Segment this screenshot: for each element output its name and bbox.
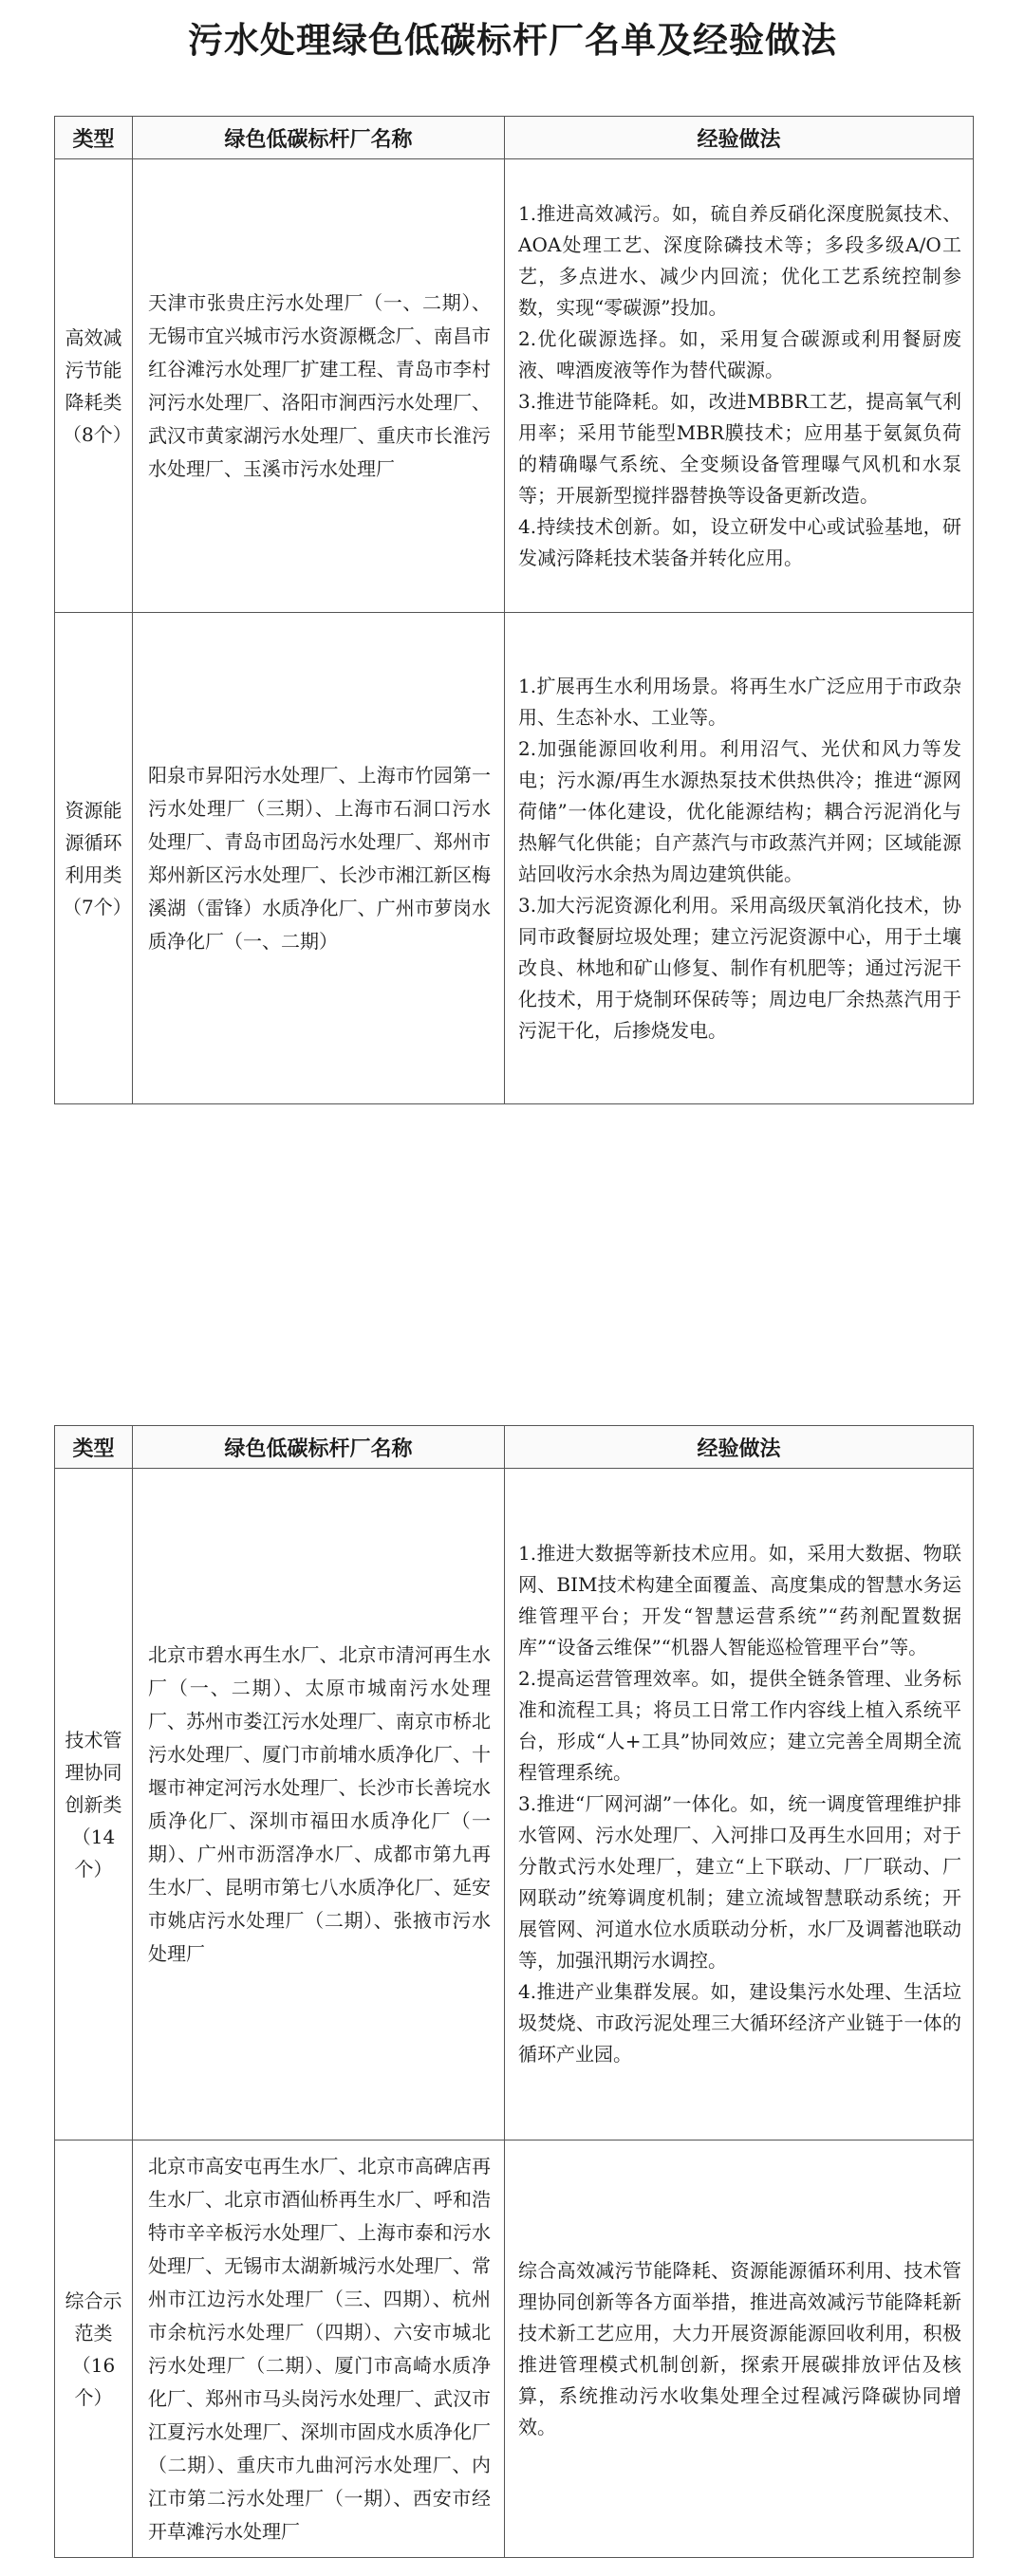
header-name: 绿色低碳标杆厂名称 [133,117,505,159]
experience-item: 3.推进节能降耗。如，改进MBBR工艺，提高氧气利用率；采用节能型MBR膜技术；应用基于氨氮负荷的精确曝气系统、全变频设备管理曝气风机和水泵等；开展新型搅拌器替换等设备更新改造。 [518,389,961,507]
table-row [55,613,974,1104]
table-header-row [55,117,974,159]
table-header-row [55,1426,974,1469]
experience-item: 1.推进大数据等新技术应用。如，采用大数据、物联网、BIM技术构建全面覆盖、高度集成的智慧水务运维管理平台；开发“智慧运营系统”“药剂配置数据库”“设备云维保”“机器人智能巡检管理平台”等。 [518,1542,961,1659]
table-row [55,1469,974,2140]
row-names-cell: 天津市张贵庄污水处理厂（一、二期）、无锡市宜兴城市污水资源概念厂、南昌市红谷滩污水处理厂扩建工程、青岛市李村河污水处理厂、洛阳市涧西污水处理厂、武汉市黄家湖污水处理厂、重庆市长淮污水处理厂、玉溪市污水处理厂 [133,159,505,613]
experience-item: 2.优化碳源选择。如，采用复合碳源或利用餐厨废液、啤酒废液等作为替代碳源。 [518,326,961,381]
row-names-cell: 阳泉市昇阳污水处理厂、上海市竹园第一污水处理厂（三期）、上海市石洞口污水处理厂、青岛市团岛污水处理厂、郑州市郑州新区污水处理厂、长沙市湘江新区梅溪湖（雷锋）水质净化厂、广州市萝岗水质净化厂（一、二期） [133,613,505,1104]
experience-item: 1.扩展再生水利用场景。将再生水广泛应用于市政杂用、生态补水、工业等。 [518,674,961,729]
table-row [55,159,974,613]
experience-item: 4.推进产业集群发展。如，建设集污水处理、生活垃圾焚烧、市政污泥处理三大循环经济产业链于一体的循环产业园。 [518,1980,961,2066]
experience-item: 综合高效减污节能降耗、资源能源循环利用、技术管理协同创新等各方面举措，推进高效减污节能降耗新技术新工艺应用，大力开展资源能源回收利用，积极推进管理模式机制创新，探索开展碳排放评估及核算，系统推动污水收集处理全过程减污降碳协同增效。 [518,2258,961,2438]
experience-item: 3.加大污泥资源化利用。采用高级厌氧消化技术，协同市政餐厨垃圾处理；建立污泥资源中心，用于土壤改良、林地和矿山修复、制作有机肥等；通过污泥干化技术，用于烧制环保砖等；周边电厂余热蒸汽用于污泥干化，后掺烧发电。 [518,893,961,1042]
header-experience: 经验做法 [505,117,974,159]
experience-item: 1.推进高效减污。如，硫自养反硝化深度脱氮技术、AOA处理工艺、深度除磷技术等；多段多级A/O工艺，多点进水、减少内回流；优化工艺系统控制参数，实现“零碳源”投加。 [518,201,961,319]
row-type-cell: 资源能源循环利用类（7个） [55,613,133,1104]
row-type-cell: 技术管理协同创新类（14个） [55,1469,133,2140]
table-row [55,2140,974,2558]
row-experience-cell [505,1469,974,2140]
table-part-1 [54,116,974,1104]
experience-item: 2.加强能源回收利用。利用沼气、光伏和风力等发电；污水源/再生水源热泵技术供热供冷；推进“源网荷储”一体化建设，优化能源结构；耦合污泥消化与热解气化供能；自产蒸汽与市政蒸汽并网；区域能源站回收污水余热为周边建筑供能。 [518,736,961,885]
row-experience-cell [505,159,974,613]
header-experience: 经验做法 [505,1426,974,1469]
row-type-cell: 高效减污节能降耗类（8个） [55,159,133,613]
header-name: 绿色低碳标杆厂名称 [133,1426,505,1469]
row-experience-cell [505,613,974,1104]
header-type: 类型 [55,1426,133,1469]
experience-item: 2.提高运营管理效率。如，提供全链条管理、业务标准和流程工具；将员工日常工作内容线上植入系统平台，形成“人+工具”协同效应；建立完善全周期全流程管理系统。 [518,1667,961,1784]
header-type: 类型 [55,117,133,159]
row-names-cell: 北京市碧水再生水厂、北京市清河再生水厂（一、二期）、太原市城南污水处理厂、苏州市娄江污水处理厂、南京市桥北污水处理厂、厦门市前埔水质净化厂、十堰市神定河污水处理厂、长沙市长善垸水质净化厂、深圳市福田水质净化厂（一期）、广州市沥滘净水厂、成都市第九再生水厂、昆明市第七八水质净化厂、延安市姚店污水处理厂（二期）、张掖市污水处理厂 [133,1469,505,2140]
row-type-cell: 综合示范类（16个） [55,2140,133,2558]
experience-item: 4.持续技术创新。如，设立研发中心或试验基地，研发减污降耗技术装备并转化应用。 [518,514,961,569]
row-names-cell: 北京市高安屯再生水厂、北京市高碑店再生水厂、北京市酒仙桥再生水厂、呼和浩特市辛辛板污水处理厂、上海市泰和污水处理厂、无锡市太湖新城污水处理厂、常州市江边污水处理厂（三、四期）、杭州市余杭污水处理厂（四期）、六安市城北污水处理厂（二期）、厦门市高崎水质净化厂、郑州市马头岗污水处理厂、武汉市江夏污水处理厂、深圳市固戍水质净化厂（二期）、重庆市九曲河污水处理厂、内江市第二污水处理厂（一期）、西安市经开草滩污水处理厂 [133,2140,505,2558]
page-title: 污水处理绿色低碳标杆厂名单及经验做法 [188,19,837,61]
experience-item: 3.推进“厂网河湖”一体化。如，统一调度管理维护排水管网、污水处理厂、入河排口及再生水回用；对于分散式污水处理厂，建立“上下联动、厂厂联动、厂网联动”统筹调度机制；建立流域智慧联动系统；开展管网、河道水位水质联动分析，水厂及调蓄池联动等，加强汛期污水调控。 [518,1792,961,1972]
row-experience-cell [505,2140,974,2558]
table-part-2 [54,1425,974,2558]
